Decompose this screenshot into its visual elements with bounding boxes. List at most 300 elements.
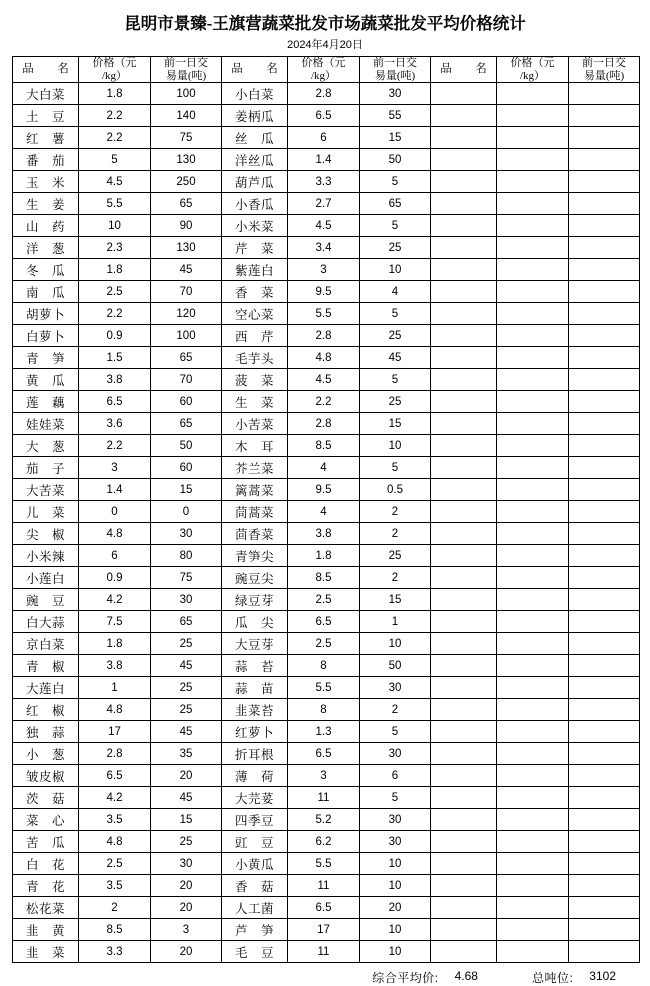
table-row [13,193,640,215]
cell-volume [569,83,640,105]
cell-price: 4.8 [79,699,151,721]
cell-price: 4.5 [288,369,360,391]
cell-price [497,941,569,963]
cell-name: 豇 豆 [222,831,288,853]
cell-volume: 30 [151,589,222,611]
table-row [13,325,640,347]
cell-price [497,721,569,743]
cell-name: 生 姜 [13,193,79,215]
cell-volume: 5 [360,171,431,193]
cell-price: 8 [288,655,360,677]
cell-volume: 100 [151,83,222,105]
cell-name: 茼蒿菜 [222,501,288,523]
header-volume-line2: 易量(吨) [374,69,416,82]
table-row [13,809,640,831]
table-row [13,83,640,105]
table-row [13,765,640,787]
cell-name [431,127,497,149]
cell-price: 3.4 [288,237,360,259]
cell-name: 青 花 [13,875,79,897]
cell-volume: 2 [360,567,431,589]
cell-name: 芹 菜 [222,237,288,259]
cell-price: 5 [79,149,151,171]
cell-price [497,457,569,479]
cell-volume [569,171,640,193]
cell-price: 4 [288,457,360,479]
table-row [13,457,640,479]
header-volume-line2: 易量(吨) [583,69,625,82]
cell-volume [569,875,640,897]
cell-price: 6.5 [79,765,151,787]
cell-name: 尖 椒 [13,523,79,545]
cell-price: 1.4 [79,479,151,501]
cell-name: 香 菜 [222,281,288,303]
cell-volume [569,325,640,347]
cell-volume [569,215,640,237]
cell-name [431,171,497,193]
cell-volume: 20 [360,897,431,919]
cell-price: 3.3 [288,171,360,193]
cell-price [497,171,569,193]
cell-volume [569,259,640,281]
cell-name [431,765,497,787]
cell-name: 茄 子 [13,457,79,479]
cell-name [431,105,497,127]
cell-volume: 15 [151,809,222,831]
average-price-summary [372,969,478,986]
table-row [13,237,640,259]
cell-name: 小米辣 [13,545,79,567]
cell-name: 蒜 苔 [222,655,288,677]
table-row [13,875,640,897]
cell-volume [569,787,640,809]
cell-price [497,545,569,567]
cell-price: 5.5 [79,193,151,215]
header-row [13,57,640,83]
cell-price [497,589,569,611]
cell-price: 0.9 [79,325,151,347]
cell-name: 红 椒 [13,699,79,721]
header-name-3: 品 名 [431,57,497,83]
cell-price: 11 [288,941,360,963]
cell-name: 豌豆尖 [222,567,288,589]
cell-name: 姜柄瓜 [222,105,288,127]
cell-volume [569,391,640,413]
cell-name: 韭菜苔 [222,699,288,721]
cell-volume: 60 [151,391,222,413]
cell-price [497,501,569,523]
cell-volume: 45 [151,721,222,743]
cell-name: 山 药 [13,215,79,237]
table-row [13,127,640,149]
header-name-1: 品 名 [13,57,79,83]
cell-name: 四季豆 [222,809,288,831]
cell-price [497,655,569,677]
cell-price [497,875,569,897]
cell-price [497,831,569,853]
cell-name: 薄 荷 [222,765,288,787]
header-price-2 [288,57,360,83]
cell-price [497,699,569,721]
page-title: 昆明市景臻-王旗营蔬菜批发市场蔬菜批发平均价格统计 [124,14,526,33]
cell-price: 5.5 [288,677,360,699]
cell-name: 洋 葱 [13,237,79,259]
cell-name: 红萝卜 [222,721,288,743]
cell-volume [569,281,640,303]
header-volume-line1: 前一日交 [582,57,626,69]
cell-volume: 45 [151,655,222,677]
cell-price: 3 [288,259,360,281]
header-volume-line2: 易量(吨) [165,69,207,82]
table-row [13,413,640,435]
table-row [13,611,640,633]
cell-name: 小莲白 [13,567,79,589]
cell-volume: 65 [360,193,431,215]
cell-name: 大豆芽 [222,633,288,655]
cell-name: 青笋尖 [222,545,288,567]
cell-price: 6 [288,127,360,149]
table-row [13,171,640,193]
cell-name: 青 笋 [13,347,79,369]
cell-volume: 250 [151,171,222,193]
cell-price: 8.5 [288,567,360,589]
cell-volume: 10 [360,435,431,457]
table-row [13,941,640,963]
cell-name: 京白菜 [13,633,79,655]
table-row [13,919,640,941]
cell-price: 11 [288,875,360,897]
cell-price: 11 [288,787,360,809]
cell-volume: 0.5 [360,479,431,501]
cell-price: 9.5 [288,479,360,501]
table-row [13,501,640,523]
cell-volume: 5 [360,721,431,743]
table-row [13,369,640,391]
cell-volume [569,479,640,501]
cell-price [497,325,569,347]
table-row [13,589,640,611]
cell-volume: 3 [151,919,222,941]
header-volume-line1: 前一日交 [164,57,208,69]
cell-price: 4.2 [79,589,151,611]
cell-name [431,743,497,765]
cell-price [497,809,569,831]
cell-name: 生 菜 [222,391,288,413]
cell-price: 1.3 [288,721,360,743]
cell-volume: 10 [360,941,431,963]
cell-name: 茨 菇 [13,787,79,809]
table-row [13,347,640,369]
cell-price [497,127,569,149]
cell-volume: 20 [151,897,222,919]
cell-name: 大白菜 [13,83,79,105]
cell-volume: 5 [360,457,431,479]
cell-volume [569,127,640,149]
cell-price: 2.5 [288,633,360,655]
cell-price: 7.5 [79,611,151,633]
cell-price: 3 [79,457,151,479]
cell-price [497,413,569,435]
cell-name [431,897,497,919]
cell-name: 独 蒜 [13,721,79,743]
cell-price [497,611,569,633]
header-price-3 [497,57,569,83]
cell-name: 白 花 [13,853,79,875]
cell-price: 3.8 [79,655,151,677]
cell-volume: 45 [151,259,222,281]
table-body [13,83,640,963]
cell-price [497,435,569,457]
cell-name: 毛芋头 [222,347,288,369]
cell-price: 2.2 [79,435,151,457]
cell-price [497,633,569,655]
header-price-line1: 价格（元 [510,57,555,69]
cell-price [497,149,569,171]
cell-volume: 60 [151,457,222,479]
cell-volume: 5 [360,787,431,809]
cell-volume: 30 [360,677,431,699]
cell-price: 3.8 [79,369,151,391]
cell-volume: 25 [151,699,222,721]
cell-name: 茴香菜 [222,523,288,545]
cell-volume: 45 [360,347,431,369]
cell-name: 菜 心 [13,809,79,831]
table-row [13,743,640,765]
cell-volume: 75 [151,567,222,589]
cell-name [431,479,497,501]
cell-price: 5.2 [288,809,360,831]
cell-name: 葫芦瓜 [222,171,288,193]
table-footer [12,969,638,986]
cell-name: 小白菜 [222,83,288,105]
table-row [13,853,640,875]
cell-name [431,369,497,391]
cell-price: 5.5 [288,853,360,875]
cell-price: 6.5 [288,611,360,633]
cell-volume [569,105,640,127]
cell-price: 2.2 [288,391,360,413]
cell-volume: 4 [360,281,431,303]
cell-price: 1.8 [79,83,151,105]
cell-price: 0.9 [79,567,151,589]
cell-name [431,193,497,215]
cell-volume [569,853,640,875]
cell-name: 大芫荽 [222,787,288,809]
cell-volume: 15 [360,413,431,435]
cell-name [431,875,497,897]
cell-name [431,941,497,963]
cell-volume [569,237,640,259]
cell-volume: 140 [151,105,222,127]
cell-volume [569,347,640,369]
table-row [13,281,640,303]
cell-volume: 50 [151,435,222,457]
cell-price: 3.6 [79,413,151,435]
cell-volume [569,765,640,787]
cell-name: 儿 菜 [13,501,79,523]
header-name-2: 品 名 [222,57,288,83]
cell-name [431,435,497,457]
cell-price: 2.3 [79,237,151,259]
cell-name [431,303,497,325]
cell-volume: 10 [360,853,431,875]
cell-volume: 25 [360,325,431,347]
cell-price: 2.7 [288,193,360,215]
cell-volume: 65 [151,413,222,435]
cell-volume: 30 [360,743,431,765]
total-tonnage-label: 总吨位: [531,971,574,986]
cell-volume: 50 [360,149,431,171]
header-price-line2: /kg） [519,69,546,82]
cell-volume [569,545,640,567]
cell-name: 韭 黄 [13,919,79,941]
cell-name: 芦 笋 [222,919,288,941]
table-row [13,655,640,677]
cell-volume [569,655,640,677]
cell-volume [569,743,640,765]
cell-name: 娃娃菜 [13,413,79,435]
cell-price: 1.8 [288,545,360,567]
cell-volume [569,699,640,721]
cell-volume: 20 [151,875,222,897]
table-row [13,633,640,655]
cell-name: 胡萝卜 [13,303,79,325]
cell-name [431,809,497,831]
cell-volume: 25 [360,237,431,259]
table-row [13,391,640,413]
cell-price [497,369,569,391]
cell-volume: 20 [151,765,222,787]
table-row [13,215,640,237]
cell-name: 南 瓜 [13,281,79,303]
cell-volume [569,941,640,963]
cell-volume: 45 [151,787,222,809]
cell-volume: 5 [360,303,431,325]
cell-volume: 65 [151,611,222,633]
cell-price [497,919,569,941]
cell-price: 2.8 [79,743,151,765]
cell-name: 绿豆芽 [222,589,288,611]
cell-price: 2.8 [288,83,360,105]
cell-name [431,237,497,259]
cell-name: 大莲白 [13,677,79,699]
cell-volume [569,567,640,589]
cell-price [497,83,569,105]
table-row [13,721,640,743]
price-table [12,56,640,963]
cell-price: 8.5 [288,435,360,457]
cell-name: 白大蒜 [13,611,79,633]
cell-name [431,325,497,347]
table-row [13,897,640,919]
cell-price: 8 [288,699,360,721]
cell-name: 松花菜 [13,897,79,919]
cell-volume: 30 [360,809,431,831]
cell-volume [569,457,640,479]
cell-price [497,567,569,589]
cell-price [497,347,569,369]
cell-name: 小黄瓜 [222,853,288,875]
header-price-line1: 价格（元 [301,57,346,69]
cell-name: 青 椒 [13,655,79,677]
cell-name: 小米菜 [222,215,288,237]
cell-volume: 35 [151,743,222,765]
cell-volume: 130 [151,237,222,259]
cell-name [431,347,497,369]
cell-name: 蒜 苗 [222,677,288,699]
cell-price [497,897,569,919]
cell-price: 6.5 [79,391,151,413]
cell-volume [569,413,640,435]
cell-name: 芥兰菜 [222,457,288,479]
cell-volume: 100 [151,325,222,347]
cell-price: 3 [288,765,360,787]
cell-price: 2 [79,897,151,919]
report-date: 2024年4月20日 [287,39,363,51]
cell-price: 4.5 [79,171,151,193]
cell-volume: 70 [151,281,222,303]
cell-volume: 65 [151,347,222,369]
cell-name: 莲 藕 [13,391,79,413]
cell-volume: 10 [360,633,431,655]
cell-volume: 2 [360,699,431,721]
cell-name: 空心菜 [222,303,288,325]
cell-name: 西 芹 [222,325,288,347]
cell-volume: 55 [360,105,431,127]
cell-volume [569,501,640,523]
cell-name [431,281,497,303]
cell-price [497,787,569,809]
cell-name: 毛 豆 [222,941,288,963]
cell-name: 木 耳 [222,435,288,457]
cell-price: 1.8 [79,633,151,655]
cell-volume: 15 [151,479,222,501]
cell-volume [569,435,640,457]
cell-name: 瓜 尖 [222,611,288,633]
cell-volume: 20 [151,941,222,963]
cell-name [431,259,497,281]
cell-name: 菠 菜 [222,369,288,391]
header-volume-1 [151,57,222,83]
cell-volume: 65 [151,193,222,215]
cell-volume: 0 [151,501,222,523]
cell-volume: 2 [360,501,431,523]
cell-volume: 10 [360,919,431,941]
cell-volume: 30 [151,853,222,875]
cell-price: 1.8 [79,259,151,281]
cell-volume [569,303,640,325]
cell-volume [569,721,640,743]
table-row [13,545,640,567]
cell-volume [569,611,640,633]
cell-name [431,457,497,479]
cell-name: 折耳根 [222,743,288,765]
cell-name [431,831,497,853]
cell-price [497,105,569,127]
table-header [13,57,640,83]
table-row [13,567,640,589]
table-row [13,787,640,809]
cell-volume: 15 [360,127,431,149]
cell-name [431,699,497,721]
cell-price: 3.5 [79,875,151,897]
cell-price: 17 [288,919,360,941]
cell-name [431,215,497,237]
cell-price: 9.5 [288,281,360,303]
cell-price [497,303,569,325]
header-price-line2: /kg） [101,69,128,82]
header-volume-line1: 前一日交 [373,57,417,69]
